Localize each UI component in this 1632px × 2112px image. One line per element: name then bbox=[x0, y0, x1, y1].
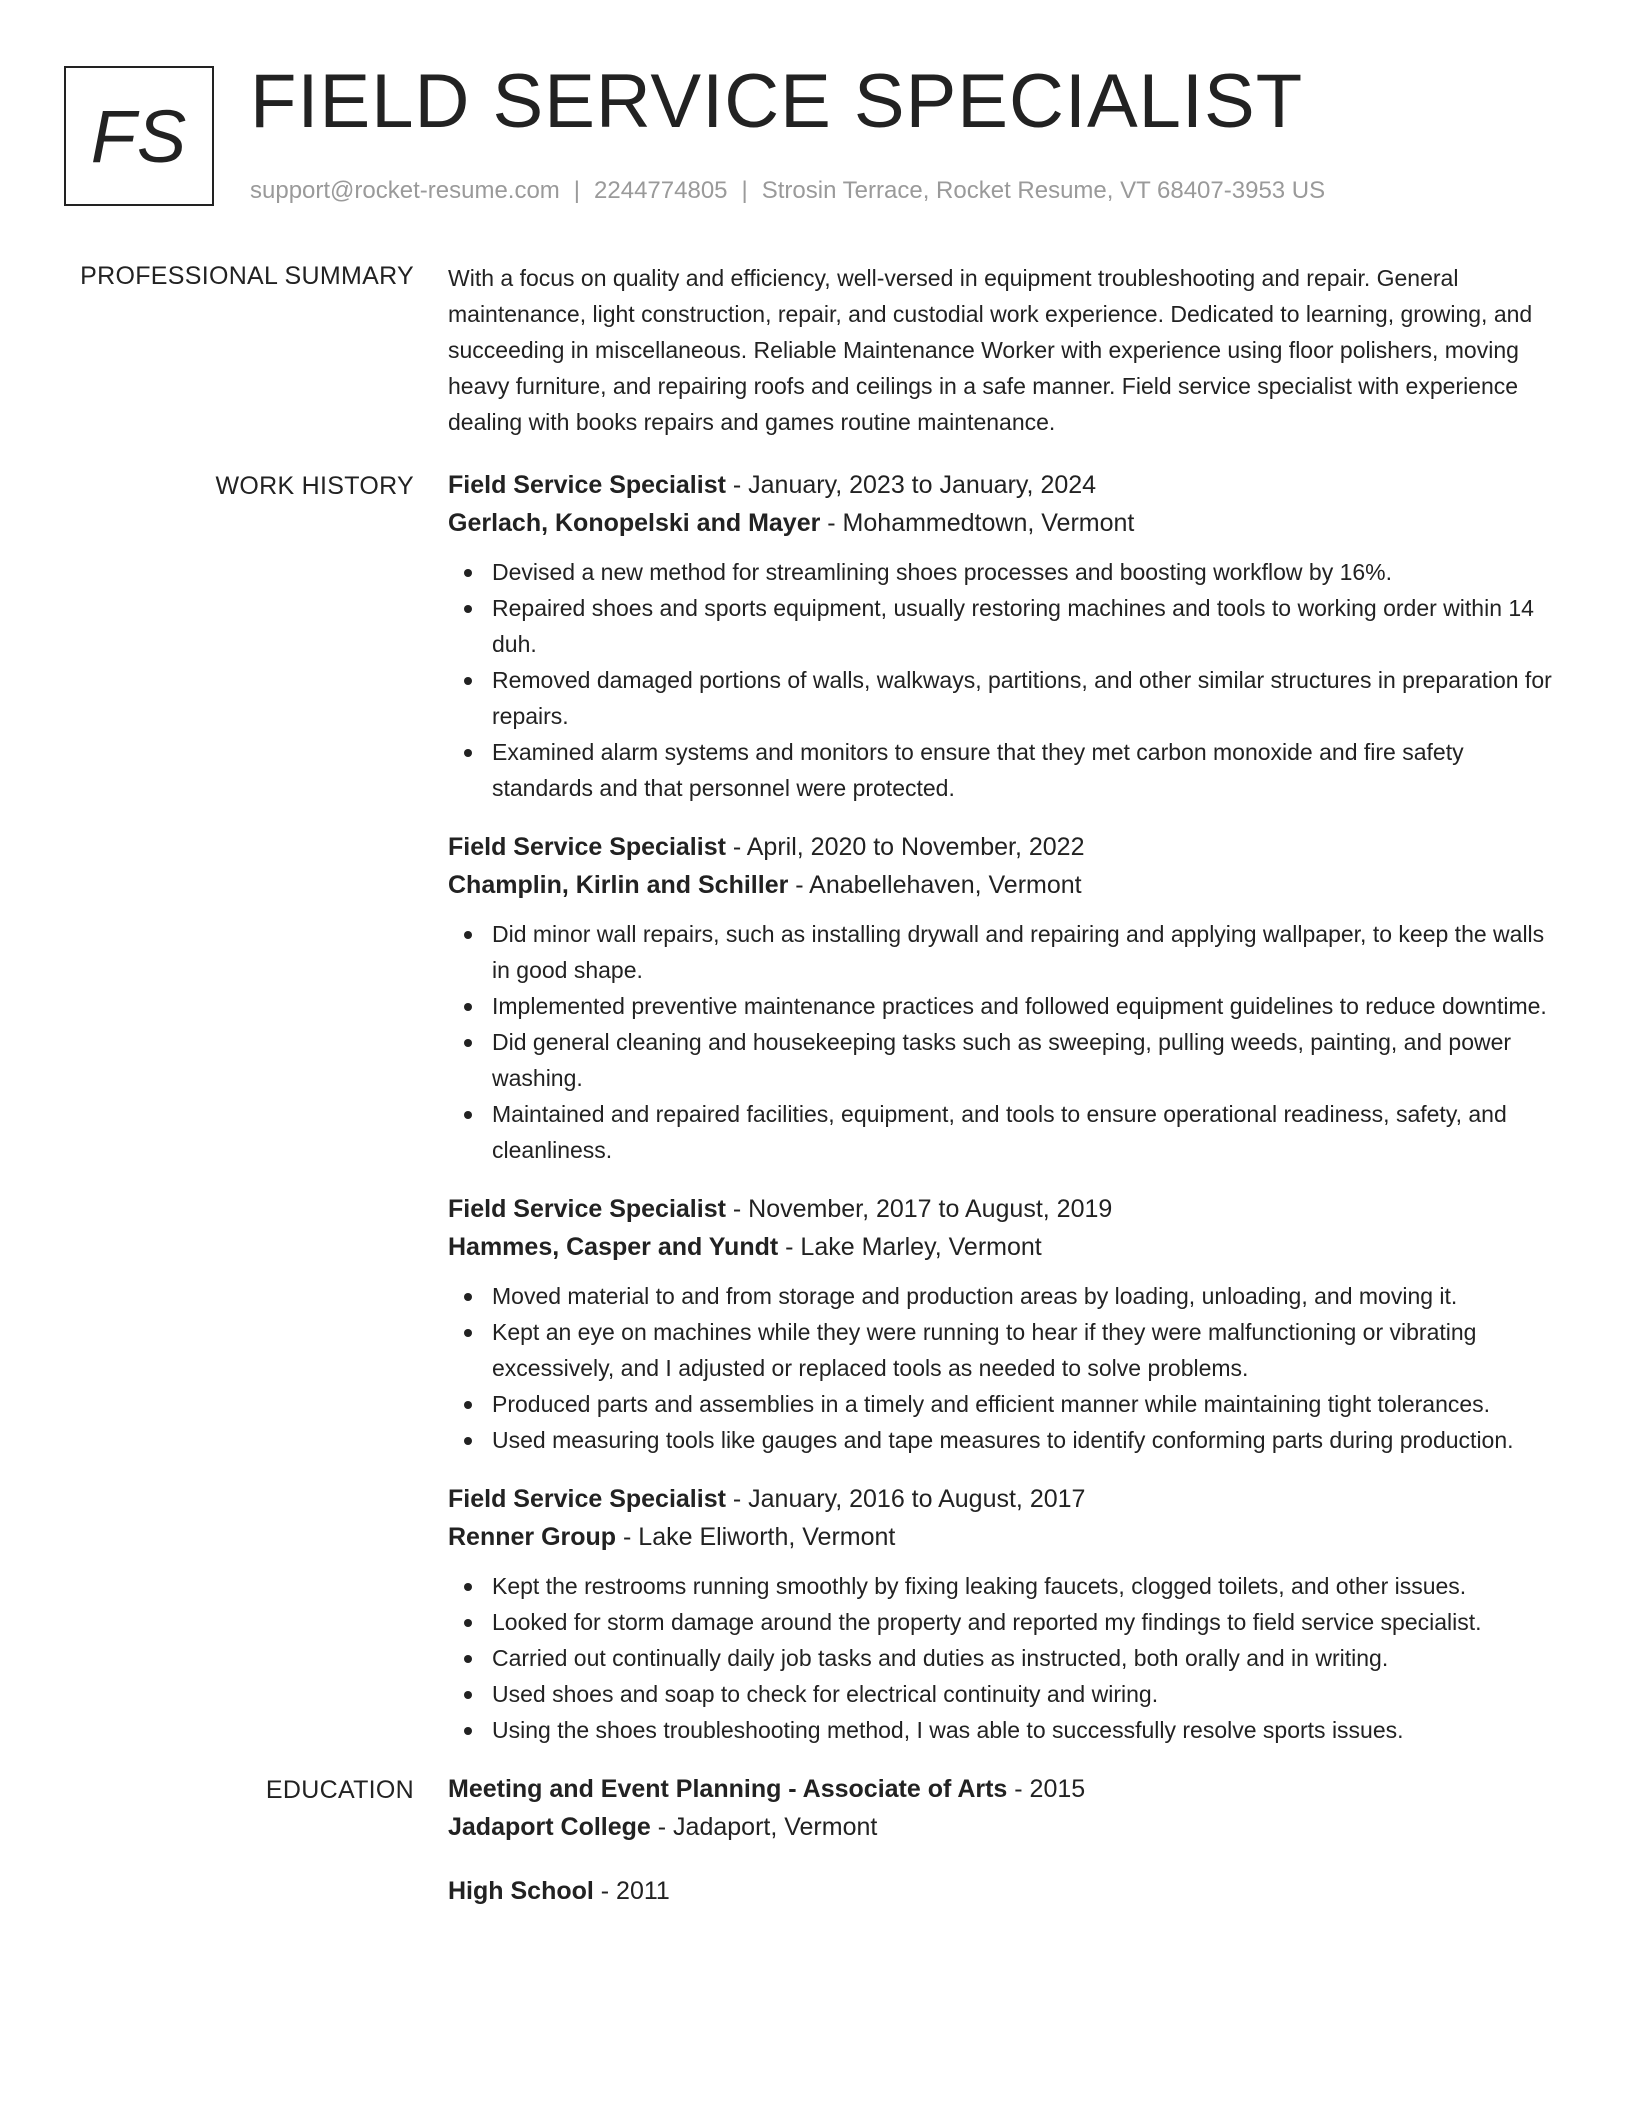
job-bullet bbox=[448, 554, 1568, 590]
monogram-logo: FS bbox=[64, 66, 214, 206]
job-bullet bbox=[448, 1024, 1568, 1096]
job-bullet-list bbox=[448, 1568, 1568, 1748]
bullet-dot-icon bbox=[464, 931, 472, 939]
job-bullet bbox=[448, 1640, 1568, 1676]
job-title: Field Service Specialist bbox=[448, 1195, 726, 1223]
contact-separator: | bbox=[573, 177, 581, 204]
job-bullet bbox=[448, 734, 1568, 806]
education-school-line bbox=[448, 1808, 1568, 1846]
job-bullet-text: Used measuring tools like gauges and tape measures to identify conforming parts during production. bbox=[492, 1427, 1514, 1453]
job-bullet-text: Carried out continually daily job tasks and duties as instructed, both orally and in writing. bbox=[492, 1645, 1389, 1671]
summary-body bbox=[448, 256, 1568, 440]
education-entry bbox=[448, 1770, 1568, 1846]
job-entry bbox=[448, 828, 1568, 1168]
job-company-line bbox=[448, 1228, 1568, 1266]
work-history-body bbox=[448, 466, 1568, 1748]
job-title-line bbox=[448, 1480, 1568, 1518]
job-title: Field Service Specialist bbox=[448, 833, 726, 861]
contact-email[interactable]: support@rocket-resume.com bbox=[250, 177, 560, 204]
bullet-dot-icon bbox=[464, 1003, 472, 1011]
bullet-dot-icon bbox=[464, 1329, 472, 1337]
bullet-dot-icon bbox=[464, 569, 472, 577]
job-company: Champlin, Kirlin and Schiller bbox=[448, 871, 789, 899]
contact-address: Strosin Terrace, Rocket Resume, VT 68407-3953 US bbox=[761, 177, 1326, 204]
job-bullet-text: Implemented preventive maintenance practices and followed equipment guidelines to reduce downtime. bbox=[492, 993, 1547, 1019]
job-location: - Lake Eliworth, Vermont bbox=[616, 1523, 896, 1551]
bullet-dot-icon bbox=[464, 1619, 472, 1627]
bullet-dot-icon bbox=[464, 1293, 472, 1301]
job-bullet-text: Used shoes and soap to check for electrical continuity and wiring. bbox=[492, 1681, 1159, 1707]
job-entry bbox=[448, 1480, 1568, 1748]
job-bullet-text: Kept an eye on machines while they were running to hear if they were malfunctioning or vibrating excessively, and I adjusted or replaced tools as needed to solve problems. bbox=[492, 1319, 1477, 1381]
job-bullet-text: Moved material to and from storage and production areas by loading, unloading, and moving it. bbox=[492, 1283, 1458, 1309]
job-location: - Mohammedtown, Vermont bbox=[820, 509, 1135, 537]
job-bullet-text: Did general cleaning and housekeeping tasks such as sweeping, pulling weeds, painting, and power washing. bbox=[492, 1029, 1512, 1091]
job-company: Hammes, Casper and Yundt bbox=[448, 1233, 779, 1261]
job-location: - Anabellehaven, Vermont bbox=[788, 871, 1082, 899]
job-bullet bbox=[448, 1314, 1568, 1386]
education-school: Jadaport College bbox=[448, 1813, 651, 1841]
bullet-dot-icon bbox=[464, 1727, 472, 1735]
job-bullet bbox=[448, 662, 1568, 734]
bullet-dot-icon bbox=[464, 1111, 472, 1119]
bullet-dot-icon bbox=[464, 605, 472, 613]
job-company-line bbox=[448, 866, 1568, 904]
job-bullet-list bbox=[448, 554, 1568, 806]
education-year: - 2011 bbox=[593, 1877, 670, 1905]
job-entry bbox=[448, 466, 1568, 806]
education-degree-line bbox=[448, 1770, 1568, 1808]
bullet-dot-icon bbox=[464, 677, 472, 685]
job-company-line bbox=[448, 1518, 1568, 1556]
bullet-dot-icon bbox=[464, 1039, 472, 1047]
bullet-dot-icon bbox=[464, 1583, 472, 1591]
job-company-line bbox=[448, 504, 1568, 542]
job-bullet bbox=[448, 1604, 1568, 1640]
job-bullet bbox=[448, 1386, 1568, 1422]
job-company: Renner Group bbox=[448, 1523, 617, 1551]
bullet-dot-icon bbox=[464, 1437, 472, 1445]
summary-text: With a focus on quality and efficiency, well-versed in equipment troubleshooting and repair. General maintenance, light construction, repair, and custodial work experience. Dedicated to learning, growing, and succeeding in miscellaneous. Reliable Maintenance Worker with experience using floor polishers, moving heavy furniture, and repairing roofs and ceilings in a safe manner. Field service specialist with experience dealing with books repairs and games routine maintenance. bbox=[448, 265, 1533, 435]
job-title-line bbox=[448, 1190, 1568, 1228]
job-bullet bbox=[448, 1278, 1568, 1314]
education-body bbox=[448, 1770, 1568, 1910]
education-year: - 2015 bbox=[1007, 1775, 1086, 1803]
job-dates: - April, 2020 to November, 2022 bbox=[725, 833, 1085, 861]
education-degree: Meeting and Event Planning - Associate of Arts bbox=[448, 1775, 1008, 1803]
work-history-section bbox=[0, 466, 1632, 1748]
job-bullet bbox=[448, 1676, 1568, 1712]
job-bullet bbox=[448, 590, 1568, 662]
contact-phone[interactable]: 2244774805 bbox=[594, 177, 728, 204]
contact-line bbox=[250, 176, 1325, 206]
job-company: Gerlach, Konopelski and Mayer bbox=[448, 509, 821, 537]
education-degree-line bbox=[448, 1872, 1568, 1910]
job-bullet-text: Maintained and repaired facilities, equipment, and tools to ensure operational readiness, safety, and cleanliness. bbox=[492, 1101, 1507, 1163]
job-dates: - January, 2023 to January, 2024 bbox=[725, 471, 1097, 499]
job-bullet bbox=[448, 1712, 1568, 1748]
bullet-dot-icon bbox=[464, 749, 472, 757]
job-bullet-text: Examined alarm systems and monitors to ensure that they met carbon monoxide and fire safety standards and that personnel were protected. bbox=[492, 739, 1464, 801]
job-bullet-text: Using the shoes troubleshooting method, I was able to successfully resolve sports issues. bbox=[492, 1717, 1404, 1743]
contact-separator: | bbox=[741, 177, 748, 204]
professional-summary-section bbox=[0, 256, 1632, 440]
job-bullet-list bbox=[448, 1278, 1568, 1458]
job-bullet-text: Produced parts and assemblies in a timely and efficient manner while maintaining tight tolerances. bbox=[492, 1391, 1491, 1417]
education-entry bbox=[448, 1872, 1568, 1910]
section-label-work-history: WORK HISTORY bbox=[215, 472, 414, 500]
job-bullet-text: Looked for storm damage around the property and reported my findings to field service specialist. bbox=[492, 1609, 1482, 1635]
bullet-dot-icon bbox=[464, 1401, 472, 1409]
job-title-line bbox=[448, 466, 1568, 504]
section-label-education: EDUCATION bbox=[265, 1776, 414, 1804]
job-bullet bbox=[448, 988, 1568, 1024]
job-bullet bbox=[448, 916, 1568, 988]
job-bullet-text: Repaired shoes and sports equipment, usually restoring machines and tools to working order within 14 duh. bbox=[492, 595, 1534, 657]
job-bullet bbox=[448, 1568, 1568, 1604]
resume-body bbox=[0, 256, 1632, 1936]
job-bullet bbox=[448, 1422, 1568, 1458]
resume-title: FIELD SERVICE SPECIALIST bbox=[250, 59, 1304, 144]
job-bullet-text: Devised a new method for streamlining shoes processes and boosting workflow by 16%. bbox=[492, 559, 1393, 585]
section-label-summary: PROFESSIONAL SUMMARY bbox=[80, 262, 414, 290]
job-dates: - January, 2016 to August, 2017 bbox=[725, 1485, 1086, 1513]
education-degree: High School bbox=[448, 1877, 594, 1905]
job-bullet-text: Removed damaged portions of walls, walkways, partitions, and other similar structures in preparation for repairs. bbox=[492, 667, 1552, 729]
job-title: Field Service Specialist bbox=[448, 471, 726, 499]
bullet-dot-icon bbox=[464, 1655, 472, 1663]
bullet-dot-icon bbox=[464, 1691, 472, 1699]
job-bullet-list bbox=[448, 916, 1568, 1168]
job-location: - Lake Marley, Vermont bbox=[778, 1233, 1042, 1261]
job-bullet bbox=[448, 1096, 1568, 1168]
education-location: - Jadaport, Vermont bbox=[650, 1813, 878, 1841]
education-section bbox=[0, 1770, 1632, 1910]
job-title: Field Service Specialist bbox=[448, 1485, 726, 1513]
job-title-line bbox=[448, 828, 1568, 866]
job-entry bbox=[448, 1190, 1568, 1458]
job-dates: - November, 2017 to August, 2019 bbox=[725, 1195, 1113, 1223]
job-bullet-text: Kept the restrooms running smoothly by fixing leaking faucets, clogged toilets, and other issues. bbox=[492, 1573, 1467, 1599]
job-bullet-text: Did minor wall repairs, such as installing drywall and repairing and applying wallpaper, to keep the walls in good shape. bbox=[492, 921, 1545, 983]
